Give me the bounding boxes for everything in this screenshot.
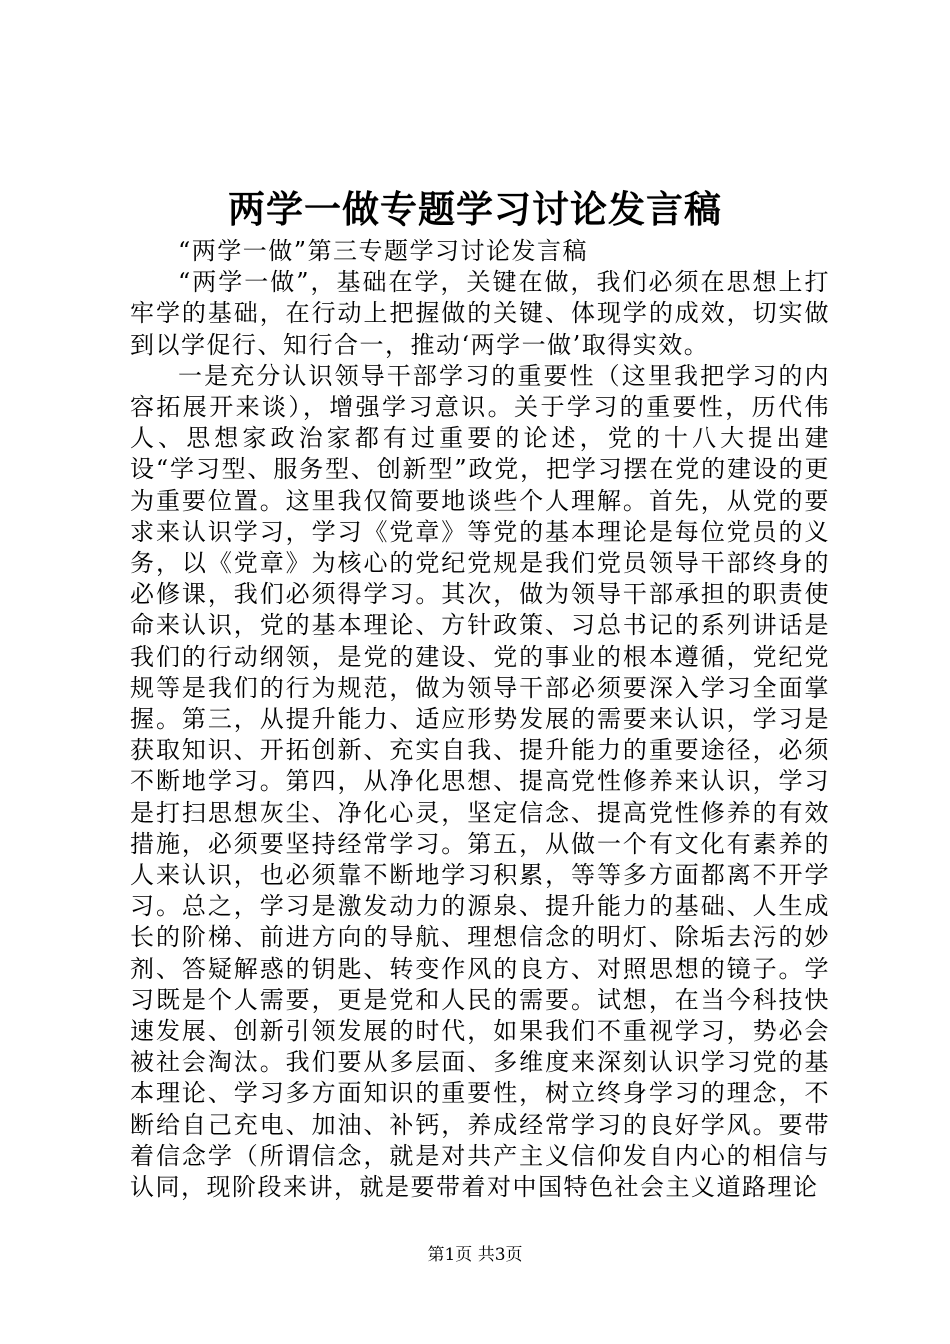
- document-body: [130, 236, 830, 1203]
- subtitle-paragraph: “两学一做”第三专题学习讨论发言稿: [178, 237, 589, 265]
- document-title: 两学一做专题学习讨论发言稿: [228, 187, 722, 231]
- page-number-footer: 第1页 共3页: [427, 1245, 523, 1265]
- body-paragraph: 一是充分认识领导干部学习的重要性（这里我把学习的内容拓展开来谈），增强学习意识。关于学习的重要性，历代伟人、思想家政治家都有过重要的论述，党的十八大提出建设“学习型、服务型、创新型”政党，把学习摆在党的建设的更为重要位置。这里我仅简要地谈些个人理解。首先，从党的要求来认识学习，学习《党章》等党的基本理论是每位党员的义务，以《党章》为核心的党纪党规是我们党员领导干部终身的必修课，我们必须得学习。其次，做为领导干部承担的职责使命来认识，党的基本理论、方针政策、习总书记的系列讲话是我们的行动纲领，是党的建设、党的事业的根本遵循，党纪党规等是我们的行为规范，做为领导干部必须要深入学习全面掌握。第三，从提升能力、适应形势发展的需要来认识，学习是获取知识、开拓创新、充实自我、提升能力的重要途径，必须不断地学习。第四，从净化思想、提高党性修养来认识，学习是打扫思想灰尘、净化心灵，坚定信念、提高党性修养的有效措施，必须要坚持经常学习。第五，从做一个有文化有素养的人来认识，也必须靠不断地学习积累，等等多方面都离不开学习。总之，学习是激发动力的源泉、提升能力的基础、人生成长的阶梯、前进方向的导航、理想信念的明灯、除垢去污的妙剂、答疑解惑的钥匙、转变作风的良方、对照思想的镜子。学习既是个人需要，更是党和人民的需要。试想，在当今科技快速发展、创新引领发展的时代，如果我们不重视学习，势必会被社会淘汰。我们要从多层面、多维度来深刻认识学习党的基本理论、学习多方面知识的重要性，树立终身学习的理念，不断给自己充电、加油、补钙，养成经常学习的良好学风。要带着信念学（所谓信念，就是对共产主义信仰发自内心的相信与认同，现阶段来讲，就是要带着对中国特色社会主义道路理论: [130, 361, 830, 1202]
- intro-paragraph: “两学一做”，基础在学，关键在做，我们必须在思想上打牢学的基础，在行动上把握做的关键、体现学的成效，切实做到以学促行、知行合一，推动‘两学一做’取得实效。: [130, 268, 830, 359]
